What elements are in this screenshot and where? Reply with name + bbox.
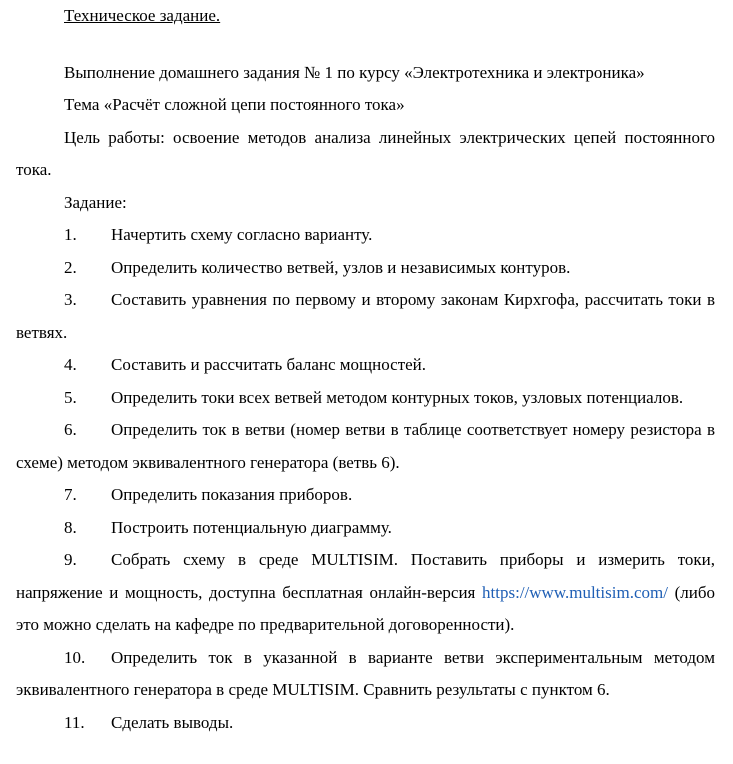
task-number: 2. [64, 257, 77, 277]
task-text: Определить показания приборов. [111, 485, 353, 504]
task-label: Задание: [64, 192, 127, 212]
multisim-link[interactable]: https://www.multisim.com/ [482, 582, 668, 602]
task-item-6 [16, 414, 715, 479]
task-text: Определить ток в указанной в варианте ветви экспериментальным методом эквивалентного генератора в среде MULTISIM. Сравнить результаты с пунктом 6. [16, 647, 715, 699]
task-number: 1. [64, 225, 77, 244]
task-text: Сделать выводы. [111, 712, 234, 732]
task-item-9 [16, 544, 715, 642]
task-text-continued: (либо это можно сделать на кафедре по предварительной договоренности). [16, 582, 715, 634]
task-number: 6. [64, 420, 77, 439]
assignment-line: Выполнение домашнего задания № 1 по курсу «Электротехника и электроника» [64, 62, 645, 82]
task-item-4 [16, 349, 715, 382]
task-item-10 [16, 642, 715, 707]
spacer [16, 33, 715, 57]
task-number: 9. [64, 550, 77, 569]
task-text: Собрать схему в среде MULTISIM. Поставить приборы и измерить токи, напряжение и мощность, доступна бесплатная онлайн-версия [16, 550, 715, 602]
task-item-11 [16, 707, 715, 740]
task-number: 5. [64, 387, 77, 407]
goal-paragraph: Цель работы: освоение методов анализа линейных электрических цепей постоянного тока. [16, 127, 715, 179]
task-item-5 [16, 382, 715, 415]
task-text: Определить количество ветвей, узлов и независимых контуров. [111, 257, 571, 277]
task-item-8 [16, 512, 715, 545]
task-number: 10. [64, 647, 86, 667]
task-text: Определить ток в ветви (номер ветви в таблице соответствует номеру резистора в схеме) методом эквивалентного генератора (ветвь 6). [16, 420, 715, 472]
task-item-1 [16, 219, 715, 252]
task-text: Составить уравнения по первому и второму законам Кирхгофа, рассчитать токи в ветвях. [16, 290, 715, 342]
title-line [16, 0, 715, 33]
task-number: 7. [64, 485, 77, 504]
task-number: 4. [64, 355, 77, 374]
task-item-3 [16, 284, 715, 349]
document-title: Техническое задание. [64, 6, 221, 25]
task-text: Определить токи всех ветвей методом контурных токов, узловых потенциалов. [111, 387, 684, 407]
task-text: Начертить схему согласно варианту. [111, 225, 373, 244]
document [16, 0, 715, 739]
task-text: Составить и рассчитать баланс мощностей. [111, 355, 427, 374]
task-number: 8. [64, 517, 77, 537]
task-text: Построить потенциальную диаграмму. [111, 517, 392, 537]
task-number: 3. [64, 290, 77, 309]
task-item-2 [16, 252, 715, 285]
task-item-7 [16, 479, 715, 512]
task-number: 11. [64, 712, 85, 732]
topic-line: Тема «Расчёт сложной цепи постоянного тока» [64, 95, 405, 114]
